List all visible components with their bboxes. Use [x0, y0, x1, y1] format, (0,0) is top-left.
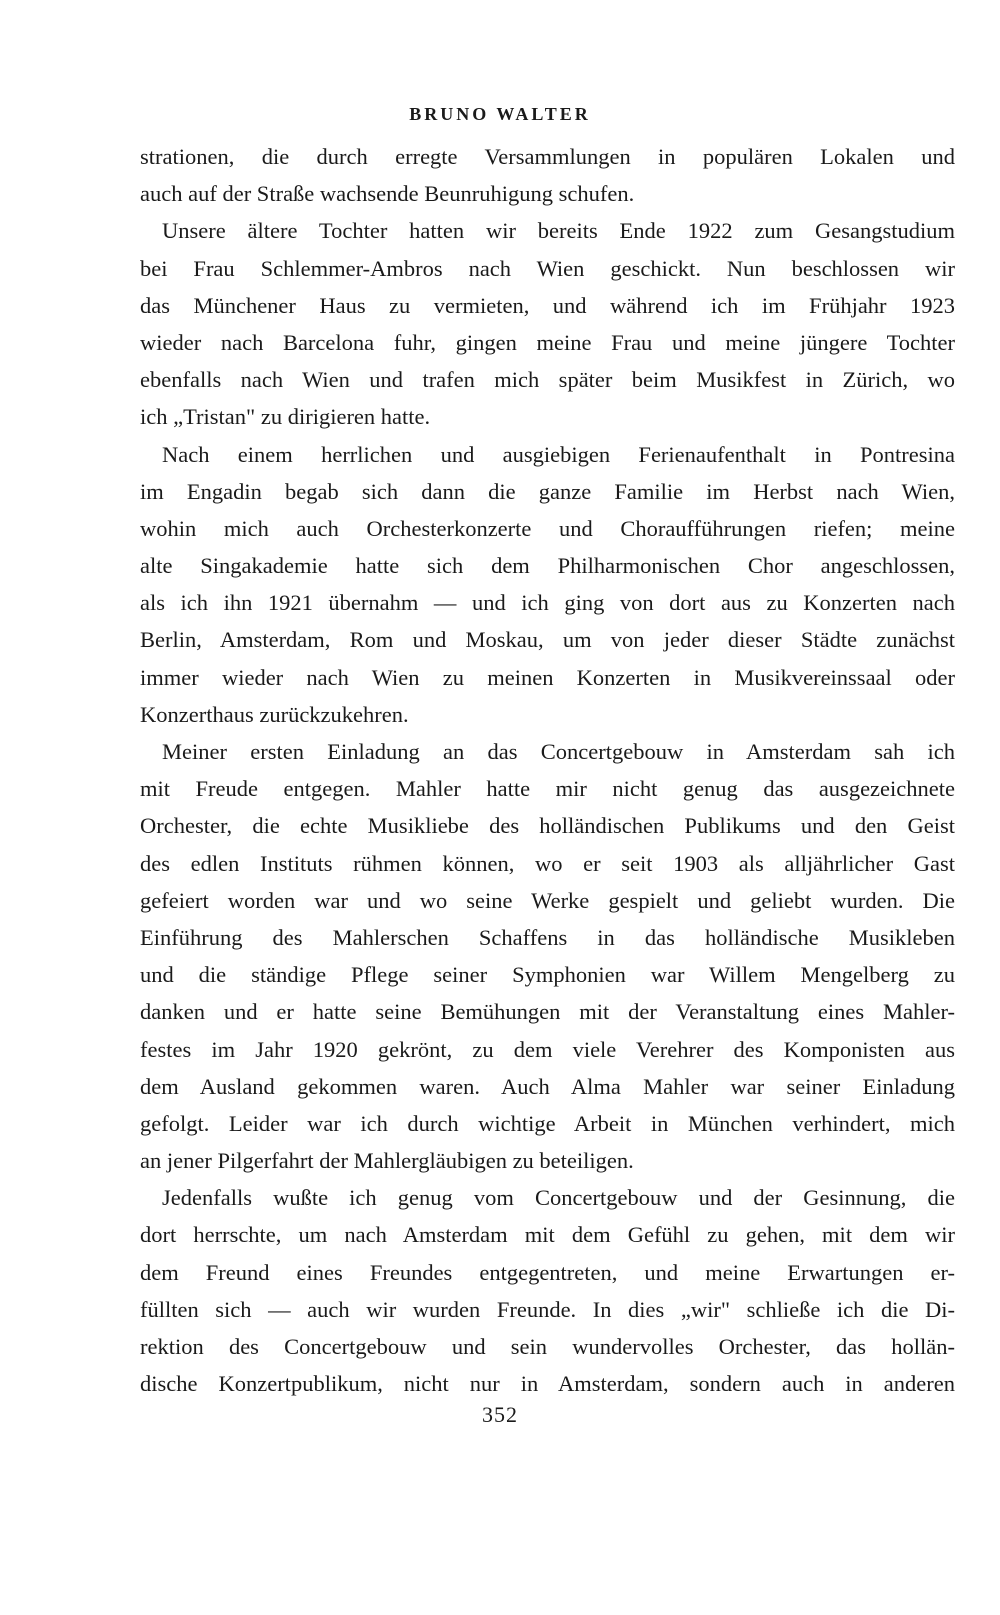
- text-line: alte Singakademie hatte sich dem Philharmonischen Chor angeschlossen,: [140, 553, 955, 579]
- text-line: immer wieder nach Wien zu meinen Konzerten in Musikvereinssaal oder: [140, 664, 955, 690]
- text-line: als ich ihn 1921 übernahm — und ich ging von dort aus zu Konzerten nach: [140, 590, 955, 616]
- text-line: strationen, die durch erregte Versammlungen in populären Lokalen und: [140, 144, 955, 169]
- text-line: festes im Jahr 1920 gekrönt, zu dem viele Verehrer des Komponisten aus: [140, 1036, 955, 1062]
- text-line: füllten sich — auch wir wurden Freunde. In dies „wir" schließe ich die Di-: [140, 1296, 955, 1322]
- text-line: Nach einem herrlichen und ausgiebigen Ferienaufenthalt in Pontresina: [162, 441, 955, 467]
- text-line: wohin mich auch Orchesterkonzerte und Choraufführungen riefen; meine: [140, 515, 955, 541]
- text-line: dort herrschte, um nach Amsterdam mit dem Gefühl zu gehen, mit dem wir: [140, 1222, 955, 1248]
- page-number: 352: [482, 1402, 518, 1427]
- text-line: Konzerthaus zurückzukehren.: [140, 701, 409, 727]
- text-line: ebenfalls nach Wien und trafen mich später beim Musikfest in Zürich, wo: [140, 367, 955, 393]
- text-line: gefeiert worden war und wo seine Werke gespielt und geliebt wurden. Die: [140, 887, 955, 913]
- text-line: auch auf der Straße wachsende Beunruhigung schufen.: [140, 181, 635, 207]
- paragraph: [140, 212, 955, 435]
- text-line: bei Frau Schlemmer-Ambros nach Wien geschickt. Nun beschlossen wir: [140, 255, 955, 281]
- text-line: Jedenfalls wußte ich genug vom Concertgebouw und der Gesinnung, die: [162, 1185, 955, 1211]
- text-line: Einführung des Mahlerschen Schaffens in das holländische Musikleben: [140, 924, 955, 950]
- text-line: danken und er hatte seine Bemühungen mit der Veranstaltung eines Mahler-: [140, 999, 955, 1025]
- paragraph: [140, 733, 955, 1179]
- text-line: Unsere ältere Tochter hatten wir bereits Ende 1922 zum Gesangstudium: [162, 218, 955, 244]
- text-line: gefolgt. Leider war ich durch wichtige Arbeit in München verhindert, mich: [140, 1110, 955, 1136]
- body-text: [140, 138, 955, 1402]
- text-line: und die ständige Pflege seiner Symphonien war Willem Mengelberg zu: [140, 962, 955, 988]
- paragraph: [140, 138, 955, 212]
- text-line: an jener Pilgerfahrt der Mahlergläubigen zu beteiligen.: [140, 1148, 634, 1174]
- text-line: das Münchener Haus zu vermieten, und während ich im Frühjahr 1923: [140, 292, 955, 318]
- text-line: dische Konzertpublikum, nicht nur in Amsterdam, sondern auch in anderen: [140, 1371, 955, 1397]
- text-line: dem Ausland gekommen waren. Auch Alma Mahler war seiner Einladung: [140, 1073, 955, 1099]
- text-line: wieder nach Barcelona fuhr, gingen meine Frau und meine jüngere Tochter: [140, 329, 955, 355]
- text-line: im Engadin begab sich dann die ganze Familie im Herbst nach Wien,: [140, 478, 955, 504]
- paragraph: [140, 1179, 955, 1402]
- text-line: Orchester, die echte Musikliebe des holländischen Publikums und den Geist: [140, 813, 955, 839]
- running-head: BRUNO WALTER: [409, 104, 591, 124]
- text-line: Berlin, Amsterdam, Rom und Moskau, um von jeder dieser Städte zunächst: [140, 627, 955, 653]
- paragraph: [140, 436, 955, 734]
- text-line: dem Freund eines Freundes entgegentreten, und meine Erwartungen er-: [140, 1259, 955, 1285]
- text-line: mit Freude entgegen. Mahler hatte mir nicht genug das ausgezeichnete: [140, 776, 955, 802]
- text-line: rektion des Concertgebouw und sein wundervolles Orchester, das hollän-: [140, 1334, 955, 1359]
- text-line: des edlen Instituts rühmen können, wo er seit 1903 als alljährlicher Gast: [140, 850, 955, 876]
- text-line: Meiner ersten Einladung an das Concertgebouw in Amsterdam sah ich: [162, 739, 955, 764]
- text-line: ich „Tristan" zu dirigieren hatte.: [140, 404, 431, 430]
